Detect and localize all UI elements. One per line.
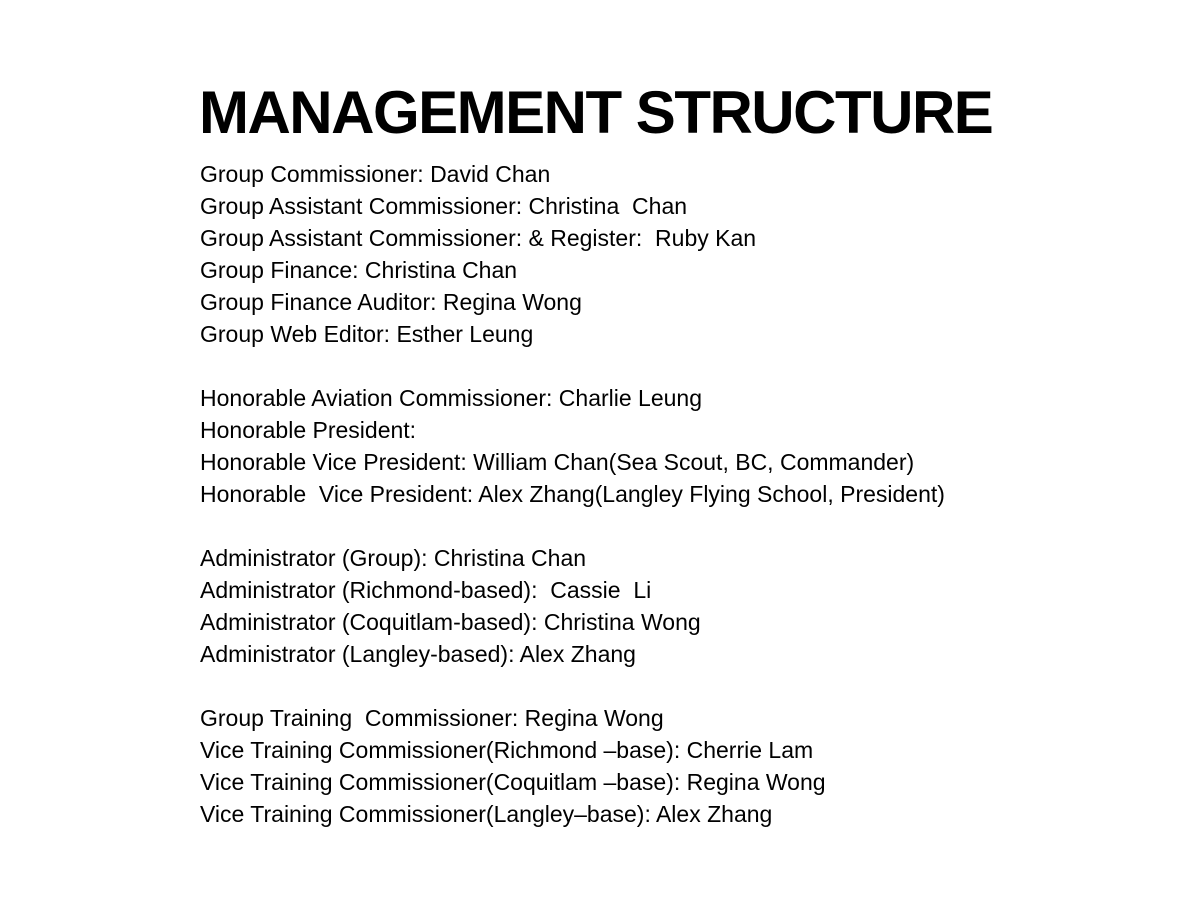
list-item: Group Assistant Commissioner: & Register: Ruby Kan bbox=[200, 225, 757, 251]
section-spacer bbox=[200, 670, 1160, 702]
list-item: Vice Training Commissioner(Langley–base): Alex Zhang bbox=[200, 801, 773, 827]
list-item: Group Web Editor: Esther Leung bbox=[200, 321, 534, 347]
management-list bbox=[200, 158, 1160, 830]
section-administrators bbox=[200, 542, 1160, 670]
page-title: MANAGEMENT STRUCTURE bbox=[199, 79, 993, 146]
list-item: Vice Training Commissioner(Richmond –base): Cherrie Lam bbox=[200, 737, 814, 763]
section-group-officers bbox=[200, 158, 1160, 350]
section-spacer bbox=[200, 350, 1160, 382]
list-item: Group Assistant Commissioner: Christina Chan bbox=[200, 193, 688, 219]
section-spacer bbox=[200, 510, 1160, 542]
list-item: Group Training Commissioner: Regina Wong bbox=[200, 705, 664, 731]
list-item: Honorable President: bbox=[200, 417, 417, 443]
list-item: Group Finance: Christina Chan bbox=[200, 257, 518, 283]
list-item: Administrator (Langley-based): Alex Zhang bbox=[200, 641, 636, 667]
list-item: Group Finance Auditor: Regina Wong bbox=[200, 289, 582, 315]
section-training bbox=[200, 702, 1160, 830]
list-item: Honorable Vice President: William Chan(Sea Scout, BC, Commander) bbox=[200, 449, 915, 475]
list-item: Administrator (Richmond-based): Cassie Li bbox=[200, 577, 652, 603]
list-item: Group Commissioner: David Chan bbox=[200, 161, 551, 187]
list-item: Honorable Vice President: Alex Zhang(Langley Flying School, President) bbox=[200, 481, 945, 507]
list-item: Administrator (Group): Christina Chan bbox=[200, 545, 587, 571]
list-item: Vice Training Commissioner(Coquitlam –base): Regina Wong bbox=[200, 769, 826, 795]
list-item: Honorable Aviation Commissioner: Charlie Leung bbox=[200, 385, 703, 411]
section-honorable bbox=[200, 382, 1160, 510]
list-item: Administrator (Coquitlam-based): Christina Wong bbox=[200, 609, 701, 635]
